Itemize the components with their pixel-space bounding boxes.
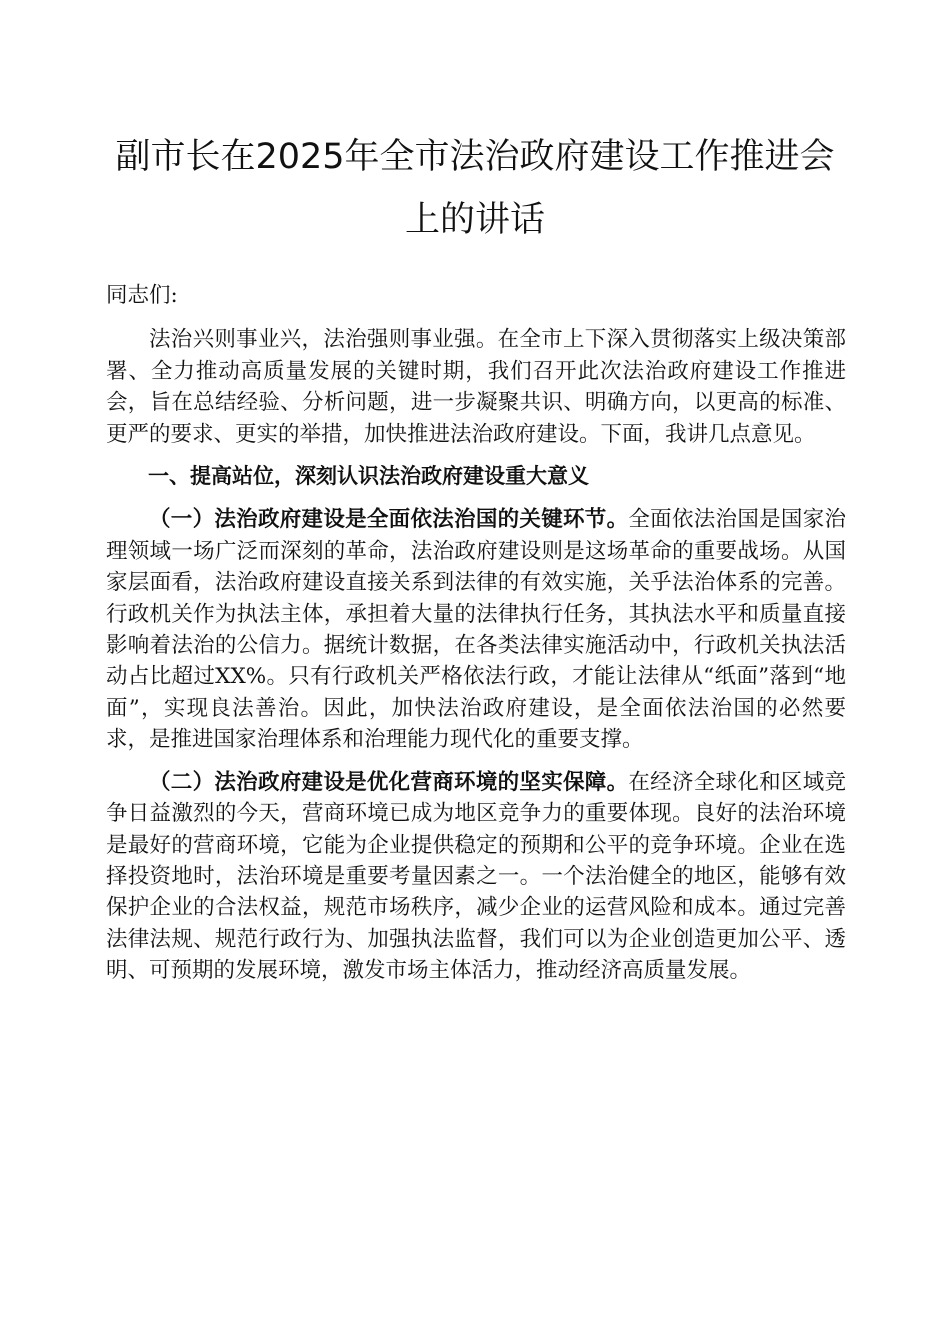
document-title [90, 126, 860, 252]
subsection-2-paragraph [106, 767, 846, 987]
subsection-1-lead: （一）法治政府建设是全面依法治国的关键环节。 [149, 507, 629, 533]
salutation: 同志们: [106, 283, 178, 308]
title-line-1: 副市长在2025年全市法治政府建设工作推进会 [115, 137, 835, 177]
subsection-1-text: 全面依法治国是国家治理领域一场广泛而深刻的革命，法治政府建设则是这场革命的重要战场。从国家层面看，法治政府建设直接关系到法律的有效实施，关乎法治体系的完善。行政机关作为执法主体，承担着大量的法律执行任务，其执法水平和质量直接影响着法治的公信力。据统计数据，在各类法律实施活动中，行政机关执法活动占比超过XX%。只有行政机关严格依法行政，才能让法律从“纸面”落到“地面”，实现良法善治。因此，加快法治政府建设，是全面依法治国的必然要求，是推进国家治理体系和治理能力现代化的重要支撑。 [106, 507, 846, 753]
subsection-2-lead: （二）法治政府建设是优化营商环境的坚实保障。 [149, 769, 629, 795]
subsection-2-text: 在经济全球化和区域竞争日益激烈的今天，营商环境已成为地区竞争力的重要体现。良好的法治环境是最好的营商环境，它能为企业提供稳定的预期和公平的竞争环境。企业在选择投资地时，法治环境是重要考量因素之一。一个法治健全的地区，能够有效保护企业的合法权益，规范市场秩序，减少企业的运营风险和成本。通过完善法律法规、规范行政行为、加强执法监督，我们可以为企业创造更加公平、透明、可预期的发展环境，激发市场主体活力，推动经济高质量发展。 [106, 769, 846, 984]
title-line-2: 上的讲话 [404, 200, 545, 240]
intro-paragraph: 法治兴则事业兴，法治强则事业强。在全市上下深入贯彻落实上级决策部署、全力推动高质量发展的关键时期，我们召开此次法治政府建设工作推进会，旨在总结经验、分析问题，进一步凝聚共识、明确方向，以更高的标准、更严的要求、更实的举措，加快推进法治政府建设。下面，我讲几点意见。 [106, 327, 846, 447]
section-1-heading: 一、提高站位，深刻认识法治政府建设重大意义 [148, 464, 589, 489]
subsection-1-paragraph [106, 504, 846, 755]
document-body [106, 280, 846, 998]
